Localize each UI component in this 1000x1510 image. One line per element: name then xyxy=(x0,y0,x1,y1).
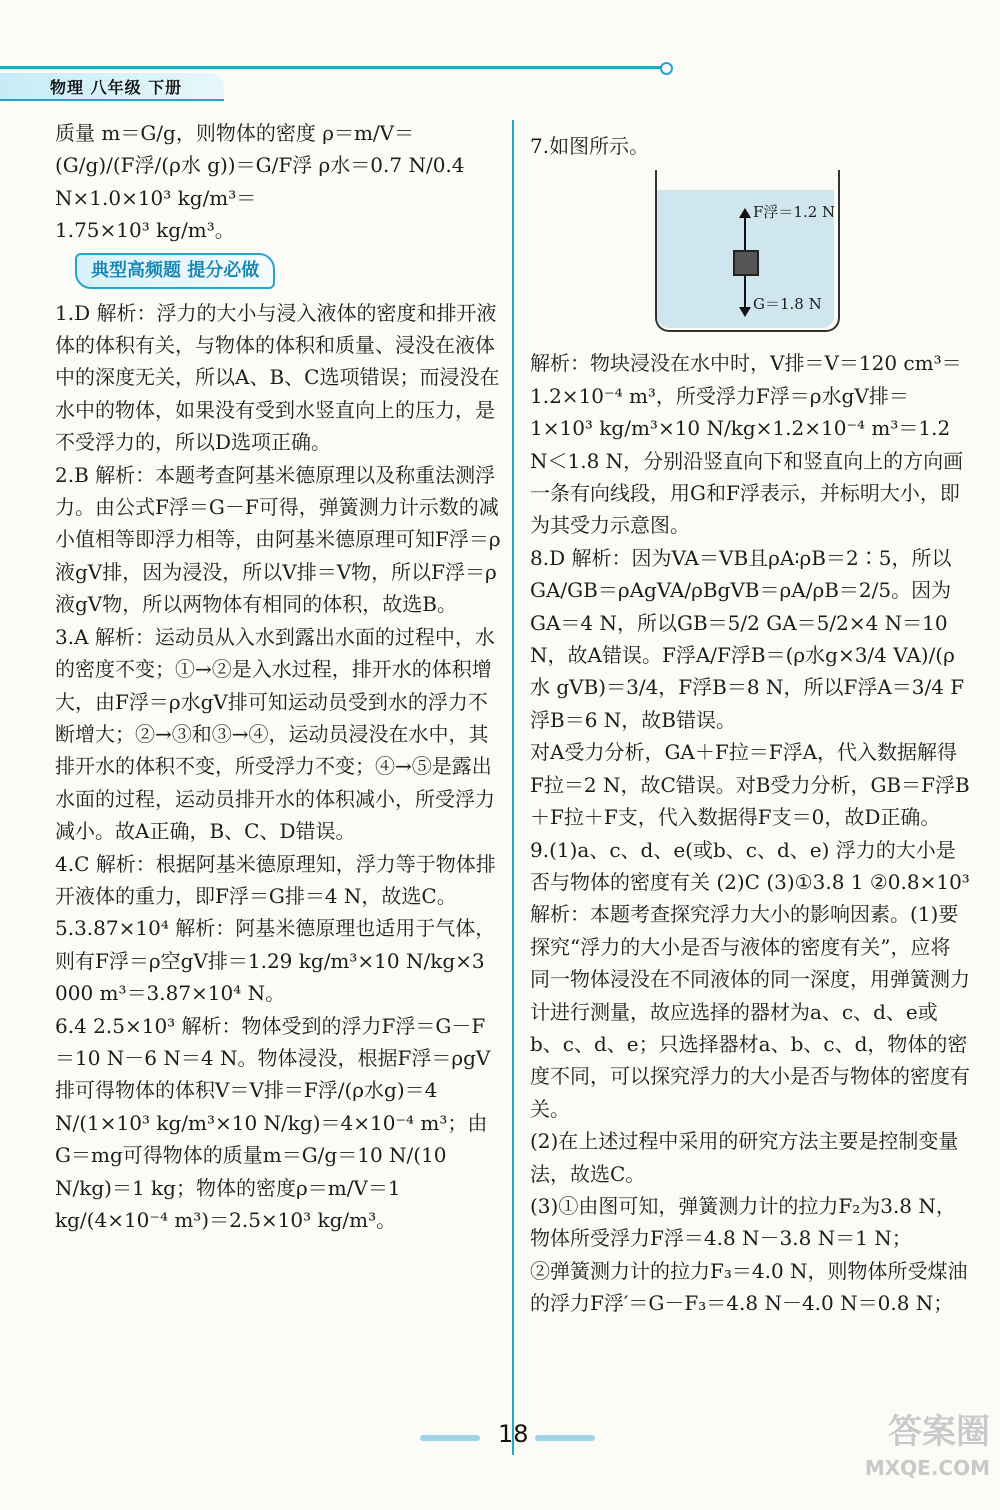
answer-item-9-analysis-2: (2)在上述过程中采用的研究方法主要是控制变量法，故选C。 xyxy=(530,1129,959,1186)
answer-item-8-part-1: 8.D 解析：因为VA＝VB且ρA∶ρB＝2∶5，所以GA/GB＝ρAgVA/ρBgVB＝ρA/ρB＝2/5。因为GA＝4 N，所以GB＝5/2 GA＝5/2×4 N＝10 N，故A错误。F浮A/F浮B＝(ρ水g×3/4 VA)/(ρ水 gVB)＝3/4，F浮B＝8 N，所以F浮A＝3/4 F浮B＝6 N，故B错误。 xyxy=(530,545,965,732)
answer-item-5: 5.3.87×10⁴ 解析：阿基米德原理也适用于气体，则有F浮＝ρ空gV排＝1.29 kg/m³×10 N/kg×3 000 m³＝3.87×10⁴ N。 xyxy=(55,916,496,1006)
watermark-logo xyxy=(820,1410,990,1500)
header-tab xyxy=(0,73,224,101)
answer-item-9-answer: 9.(1)a、c、d、e(或b、c、d、e) 浮力的大小是否与物体的密度有关 (2)C (3)①3.8 1 ②0.8×10³ xyxy=(530,837,970,894)
footer-ornament-right xyxy=(535,1435,595,1441)
section-banner: 典型高频题 提分必做 xyxy=(75,253,275,289)
watermark-text: 答案圈 xyxy=(888,1412,990,1452)
answer-item-6: 6.4 2.5×10³ 解析：物体受到的浮力F浮＝G－F＝10 N－6 N＝4 N。物体浸没，根据F浮＝ρgV排可得物体的体积V＝V排＝F浮/(ρ水g)＝4 N/(1×10³ kg/m³×10 N/kg)＝4×10⁻⁴ m³；由G＝mg可得物体的质量m＝G/g＝10 N/(10 N/kg)＝1 kg；物体的密度ρ＝m/V＝1 kg/(4×10⁻⁴ m³)＝2.5×10³ kg/m³。 xyxy=(55,1013,491,1232)
footer-ornament-left xyxy=(420,1435,480,1441)
answer-item-7-title: 7.如图所示。 xyxy=(530,134,650,158)
answer-item-8-part-2: 对A受力分析，GA＋F拉＝F浮A，代入数据解得F拉＝2 N，故C错误。对B受力分析，GB＝F浮B＋F拉＋F支，代入数据得F支＝0，故D正确。 xyxy=(530,740,970,830)
left-column xyxy=(55,117,503,1236)
buoyancy-label: F浮＝1.2 N xyxy=(753,203,836,222)
submerged-block xyxy=(733,250,759,276)
answer-item-2: 2.B 解析：本题考查阿基米德原理以及称重法测浮力。由公式F浮＝G－F可得，弹簧测力计示数的减小值相等即浮力相等，由阿基米德原理可知F浮＝ρ液gV排，因为浸没，所以V排＝V物，所以F浮＝ρ液gV物，所以两物体有相同的体积，故选B。 xyxy=(55,462,501,617)
answer-item-3: 3.A 解析：运动员从入水到露出水面的过程中，水的密度不变；①→②是入水过程，排开水的体积增大，由F浮＝ρ水gV排可知运动员受到水的浮力不断增大；②→③和③→④，运动员浸没在水中，其排开水的体积不变，所受浮力不变；④→⑤是露出水面的过程，运动员排开水的体积减小，所受浮力减小。故A正确，B、C、D错误。 xyxy=(55,624,495,844)
intro-line-3: 1.75×10³ kg/m³。 xyxy=(55,218,235,243)
answer-item-1: 1.D 解析：浮力的大小与浸入液体的密度和排开液体的体积有关，与物体的体积和质量、浸没在液体中的深度无关，所以A、B、C选项错误；而浸没在水中的物体，如果没有受到水竖直向上的压力，是不受浮力的，所以D选项正确。 xyxy=(55,300,500,455)
answer-item-9-analysis-4: ②弹簧测力计的拉力F₃＝4.0 N，则物体所受煤油的浮力F浮′＝G－F₃＝4.8 N－4.0 N＝0.8 N； xyxy=(530,1258,968,1316)
header-rule-end-dot xyxy=(660,62,673,75)
header-title: 物理 八年级 下册 xyxy=(50,78,183,97)
answer-item-9-analysis-1: 解析：本题考查探究浮力大小的影响因素。(1)要探究“浮力的大小是否与液体的密度有关”，应将同一物体浸没在不同液体的同一深度，用弹簧测力计进行测量，故应选择的器材为a、c、d、e或b、c、d、e；只选择器材a、b、c、d，物体的密度不同，可以探究浮力的大小是否与物体的密度有关。 xyxy=(530,902,970,1121)
intro-line-2: (G/g)/(F浮/(ρ水 g))＝G/F浮 ρ水＝0.7 N/0.4 N×1.0×10³ kg/m³＝ xyxy=(55,153,471,210)
gravity-label: G＝1.8 N xyxy=(753,295,822,314)
column-divider xyxy=(512,120,514,1455)
watermark-url: MXQE.COM xyxy=(864,1456,990,1480)
right-column xyxy=(530,130,970,1320)
header-rule xyxy=(0,66,668,69)
intro-line-1: 质量 m＝G/g，则物体的密度 ρ＝m/V＝ xyxy=(55,121,415,145)
answer-item-7-analysis: 解析：物块浸没在水中时，V排＝V＝120 cm³＝1.2×10⁻⁴ m³，所受浮力F浮＝ρ水gV排＝1×10³ kg/m³×10 N/kg×1.2×10⁻⁴ m³＝1.2 N＜1.8 N，分别沿竖直向下和竖直向上的方向画一条有向线段，用G和F浮表示，并标明大小，即为其受力示意图。 xyxy=(530,351,964,538)
force-diagram xyxy=(655,170,840,335)
answer-item-4: 4.C 解析：根据阿基米德原理知，浮力等于物体排开液体的重力，即F浮＝G排＝4 N，故选C。 xyxy=(55,851,496,908)
page-number: 18 xyxy=(498,1420,529,1448)
answer-item-9-analysis-3: (3)①由图可知，弹簧测力计的拉力F₂为3.8 N，物体所受浮力F浮＝4.8 N－3.8 N＝1 N； xyxy=(530,1193,956,1251)
